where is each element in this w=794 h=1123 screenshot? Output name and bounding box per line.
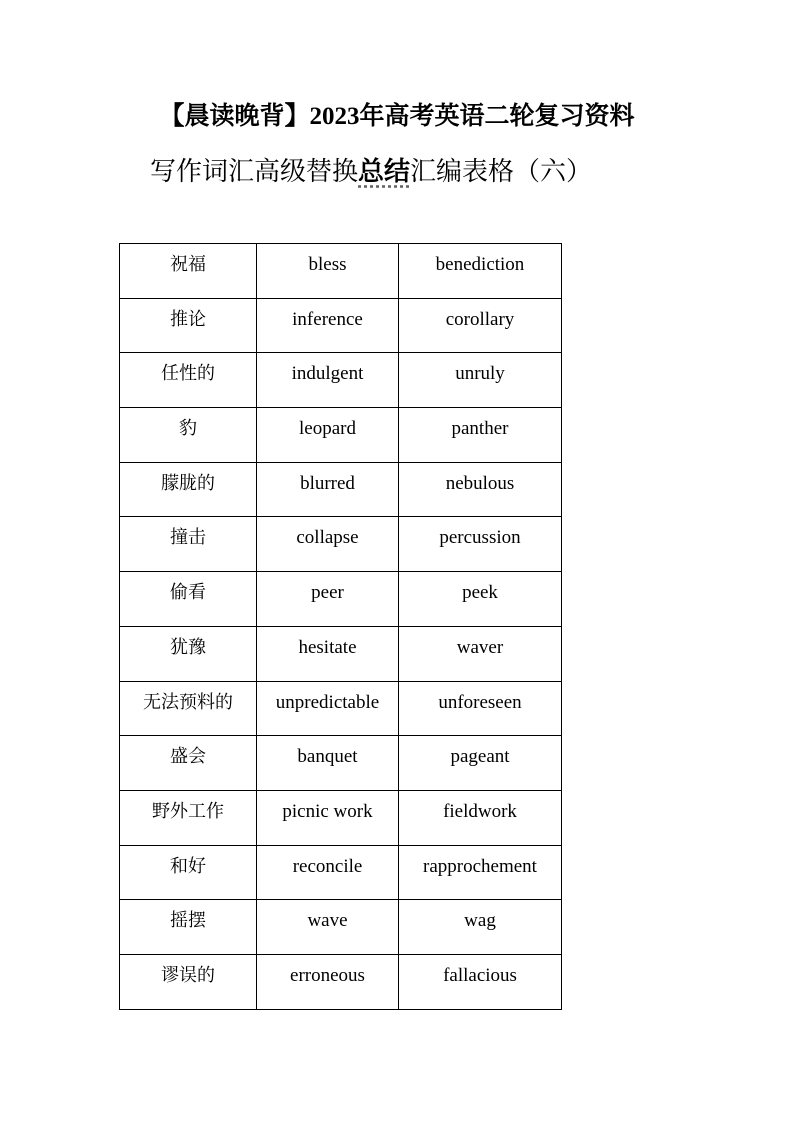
chinese-term: 和好 <box>170 855 206 877</box>
basic-word-cell <box>257 408 399 463</box>
basic-word: leopard <box>299 418 356 440</box>
chinese-term: 犹豫 <box>170 636 206 658</box>
advanced-word: waver <box>456 636 504 658</box>
basic-word: picnic work <box>282 800 373 822</box>
advanced-word: benediction <box>435 254 525 275</box>
advanced-word: percussion <box>439 527 521 549</box>
chinese-term: 撞击 <box>170 527 206 549</box>
basic-word: peer <box>311 582 344 604</box>
basic-word-cell <box>257 244 399 299</box>
vocab-table <box>119 243 562 1010</box>
basic-word: unpredictable <box>275 691 380 713</box>
advanced-word: peek <box>462 582 498 604</box>
basic-word: blurred <box>300 472 355 494</box>
basic-word: banquet <box>297 746 358 768</box>
advanced-word-cell <box>399 681 562 736</box>
chinese-term-cell <box>120 626 257 681</box>
basic-word-cell <box>257 736 399 791</box>
advanced-word-cell <box>399 298 562 353</box>
table-row <box>120 244 562 299</box>
basic-word-cell <box>257 353 399 408</box>
chinese-term: 豹 <box>179 418 197 440</box>
table-row <box>120 353 562 408</box>
advanced-word-cell <box>399 790 562 845</box>
advanced-word: corollary <box>445 308 515 330</box>
table-row <box>120 845 562 900</box>
chinese-term-cell <box>120 790 257 845</box>
advanced-word: rapprochement <box>423 855 537 877</box>
table-row <box>120 954 562 1009</box>
chinese-term-cell <box>120 462 257 517</box>
chinese-term: 野外工作 <box>152 800 224 822</box>
chinese-term-cell <box>120 298 257 353</box>
subtitle-emphasis: 总结 <box>358 157 411 187</box>
basic-word-cell <box>257 572 399 627</box>
chinese-term: 无法预料的 <box>143 691 233 713</box>
advanced-word: fallacious <box>443 964 517 986</box>
advanced-word: nebulous <box>445 472 515 494</box>
table-row <box>120 462 562 517</box>
advanced-word: unforeseen <box>438 691 522 713</box>
advanced-word: unruly <box>455 363 505 385</box>
table-row <box>120 681 562 736</box>
chinese-term-cell <box>120 408 257 463</box>
advanced-word-cell <box>399 244 562 299</box>
chinese-term-cell <box>120 736 257 791</box>
chinese-term-cell <box>120 954 257 1009</box>
advanced-word-cell <box>399 954 562 1009</box>
basic-word-cell <box>257 462 399 517</box>
advanced-word-cell <box>399 900 562 955</box>
chinese-term-cell <box>120 845 257 900</box>
advanced-word: fieldwork <box>443 800 517 822</box>
advanced-word-cell <box>399 517 562 572</box>
basic-word-cell <box>257 900 399 955</box>
basic-word-cell <box>257 790 399 845</box>
table-row <box>120 408 562 463</box>
advanced-word-cell <box>399 353 562 408</box>
page-subtitle <box>150 154 592 190</box>
table-row <box>120 790 562 845</box>
chinese-term: 谬误的 <box>161 964 215 986</box>
chinese-term: 摇摆 <box>170 910 206 932</box>
advanced-word-cell <box>399 736 562 791</box>
basic-word: wave <box>307 910 348 932</box>
basic-word-cell <box>257 954 399 1009</box>
chinese-term: 盛会 <box>170 746 206 768</box>
basic-word: erroneous <box>290 964 365 986</box>
basic-word: inference <box>292 308 363 330</box>
basic-word: bless <box>308 254 347 275</box>
basic-word-cell <box>257 298 399 353</box>
table-row <box>120 572 562 627</box>
basic-word: hesitate <box>298 636 357 658</box>
basic-word-cell <box>257 626 399 681</box>
basic-word-cell <box>257 681 399 736</box>
basic-word: reconcile <box>292 855 363 877</box>
basic-word-cell <box>257 517 399 572</box>
chinese-term: 朦胧的 <box>161 472 215 494</box>
advanced-word-cell <box>399 462 562 517</box>
chinese-term: 任性的 <box>161 363 215 385</box>
chinese-term: 推论 <box>170 308 206 330</box>
chinese-term-cell <box>120 353 257 408</box>
chinese-term: 祝福 <box>170 254 206 275</box>
chinese-term: 偷看 <box>170 582 206 604</box>
basic-word-cell <box>257 845 399 900</box>
chinese-term-cell <box>120 244 257 299</box>
table-row <box>120 626 562 681</box>
advanced-word: panther <box>451 418 509 440</box>
table-row <box>120 736 562 791</box>
chinese-term-cell <box>120 517 257 572</box>
advanced-word-cell <box>399 845 562 900</box>
advanced-word: pageant <box>450 746 510 768</box>
page-title: 【晨读晚背】2023年高考英语二轮复习资料 <box>159 103 635 130</box>
advanced-word: wag <box>464 910 496 932</box>
subtitle-after: 汇编表格（六） <box>410 157 593 187</box>
chinese-term-cell <box>120 572 257 627</box>
advanced-word-cell <box>399 408 562 463</box>
chinese-term-cell <box>120 681 257 736</box>
chinese-term-cell <box>120 900 257 955</box>
table-row <box>120 517 562 572</box>
advanced-word-cell <box>399 626 562 681</box>
table-row <box>120 298 562 353</box>
basic-word: collapse <box>296 527 359 549</box>
advanced-word-cell <box>399 572 562 627</box>
table-row <box>120 900 562 955</box>
subtitle-before: 写作词汇高级替换 <box>150 157 359 187</box>
basic-word: indulgent <box>291 363 364 385</box>
